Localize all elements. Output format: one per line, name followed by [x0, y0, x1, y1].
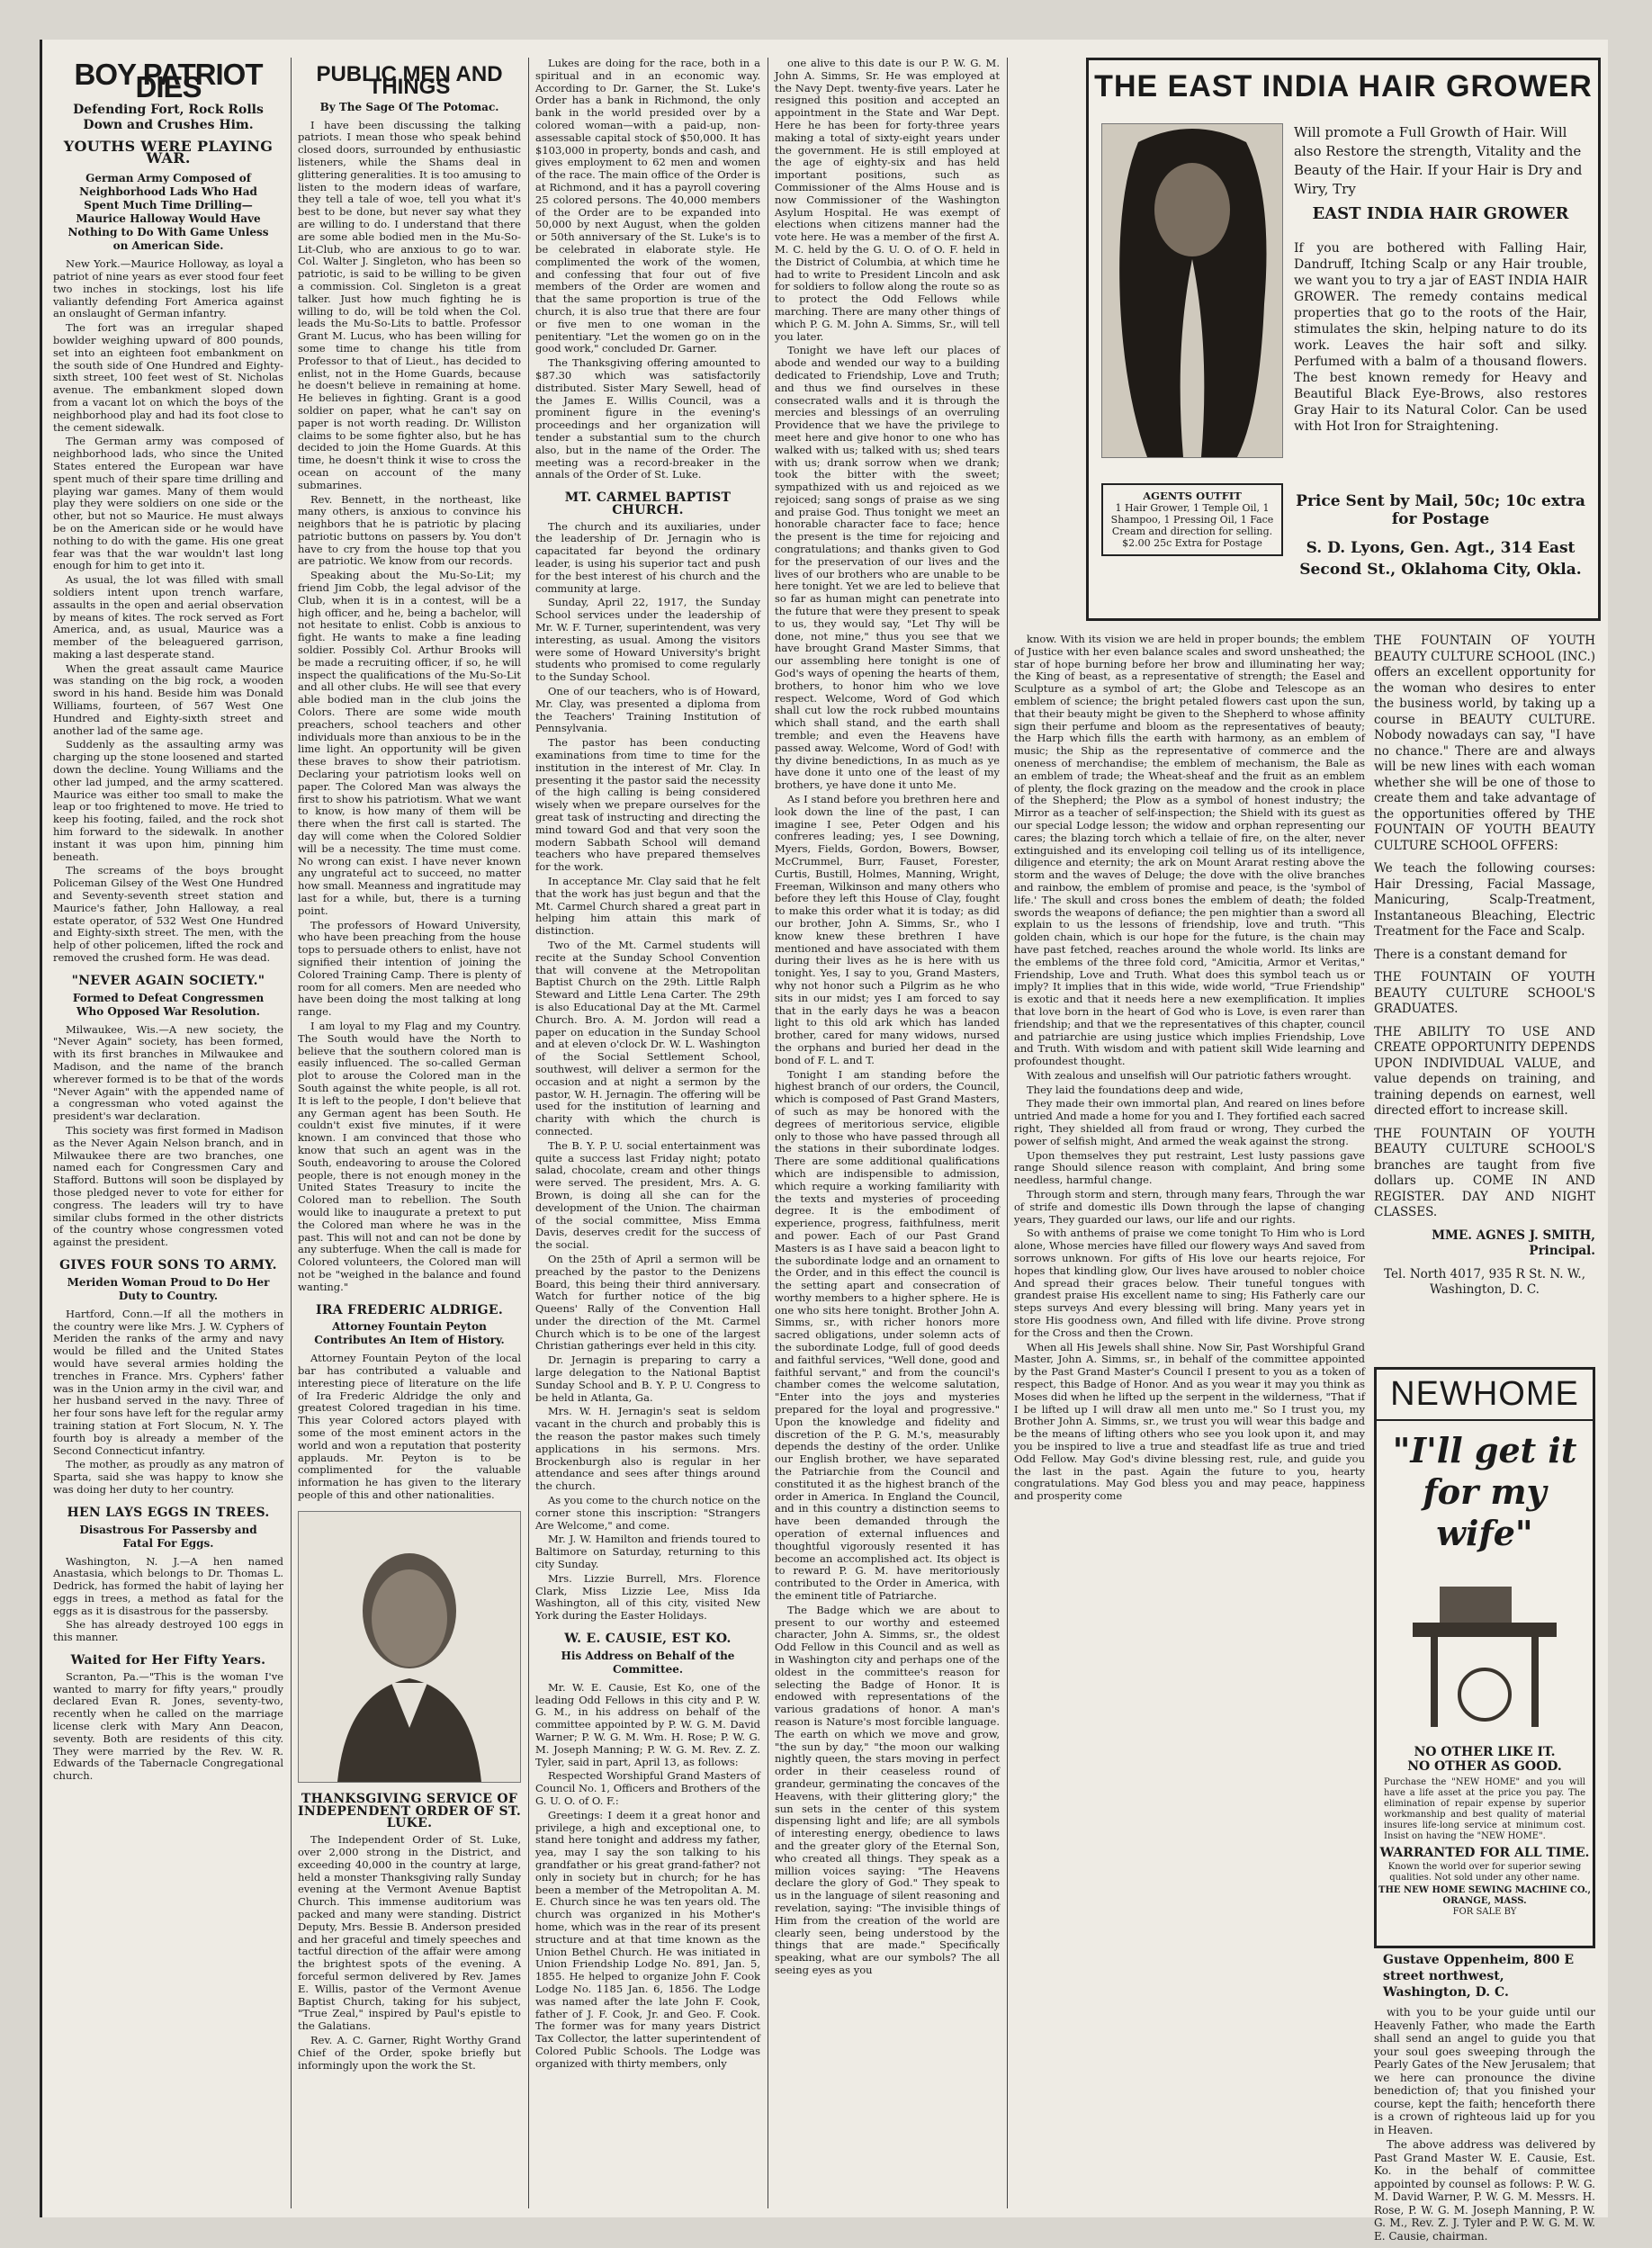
paragraph: know. With its vision we are held in proper bounds; the emblem of Justice with her even balance scales and sword unsheathed; the star of hope burning before her brow and illuminating her way; the King of beast, as a representative of strength; the Easel and Sculpture as a symbol of art; the Globe and Telescope as an emblem of science; the bright petaled flowers cast upon the sun, that their beauty might be given to the Shepherd to whose affinity sign their perfume and bloom as the representatives of beauty; the Harp which fills the earth with harmony, as an emblem of music; the Ship as the representative of commerce and the oneness of merchandise; the emblem of mechanism, the Bale as an emblem of trade; the Wheat-sheaf and the fruit as an emblem of plenty, the flock grazing on the meadow and the crook in place of the Shepherd; the Plow as a symbol of honest industry; the Mirror as a teacher of self-inspection; the Shield with its guest as our special Lodge lesson; the widow and orphan representing our cares; the blazing torch which a tellaie of fire, on the alter, never extinguished and its enveloping coil telling us of its intelligence, diligence and eternity; the ark on Mount Ararat resting above the storm and the waves of Deluge; the dove with the olive branches and rainbow, the emblem of promise and peace, is the 'symbol of life.' The skull and cross bones the emblem of death; the folded swords the weapons of defiance; the pen mightier than a sword all explain to us the lessons of friendship, love and truth. "This golden chain, which is our hope for the future, is the chain may have past fetched, reaches around the whole world. Its links are the emblems of the three fold cord, "Amicitia, Armor et Veritas," Friendship, Love and Truth. What does this symbol teach us or imply? It implies that in this wide, wide world, "True Friendship" is exotic and that it needs here a new exemplification. It implies that love born in the heart of God who is Love, is even rarer than friendship; and that we the representatives of this chapter, council and patriarchie are using justice which implies Friendship, Love and Truth. With wisdom and with patient skill Wide learning and profoundest thought. — [1014, 633, 1365, 1068]
paragraph: Mr. W. E. Causie, Est Ko, one of the leading Odd Fellows in this city and P. W. G. M., in his address on behalf of the committee appointed by P. W. G. M. David Warner; P. W. G. M. Wm. H. Rose; P. W. G. M. Joseph Manning; P. W. G. M. Rev. Z. Z. Tyler, said in part, April 13, as follows: — [535, 1680, 760, 1768]
paragraph: In acceptance Mr. Clay said that he felt that the work has just begun and that the Mt. Carmel Church shared a great part in helping him attain this mark of distinction. — [535, 875, 760, 938]
headline-aldrige: IRA FREDERIC ALDRIGE. — [315, 1302, 503, 1317]
paragraph: Dr. Jernagin is preparing to carry a large delegation to the National Baptist Sunday School and B. Y. P. U. Congress to be held in Atlanta, Ga. — [535, 1353, 760, 1404]
paragraph: When the great assault came Maurice was standing on the big rock, a wooden sword in his hand. Beside him was Donald Williams, fourteen, of 567 West One Hundred and Eighty-sixth street and another lad of the same age. — [53, 661, 283, 737]
outfit-details: 1 Hair Grower, 1 Temple Oil, 1 Shampoo, 1 Pressing Oil, 1 Face Cream and direction for selling. $2.00 25c Extra for Postage — [1110, 502, 1274, 549]
paragraph: Scranton, Pa.—"This is the woman I've wanted to marry for fifty years," proudly declared Evan R. Jones, seventy-two, recently when he called on the marriage license clerk with Mary Ann Deacon, seventy. Both are residents of this city. They were married by the Rev. W. R. Edwards of the Tabernacle Congregational church. — [53, 1669, 283, 1783]
paragraph: THE FOUNTAIN OF YOUTH BEAUTY CULTURE SCHOOL (INC.) offers an excellent opportunity for the woman who desires to enter the business world, by taking up a course in BEAUTY CULTURE. Nobody nowadays can say, "I have no chance." There are and always will be new lines with each woman whether she will be one of those to create them and take advantage of the opportunities offered by THE FOUNTAIN OF YOUTH BEAUTY CULTURE SCHOOL OFFERS: — [1374, 634, 1595, 853]
paragraph: The mother, as proudly as any matron of Sparta, said she was happy to know she was doing her duty to her country. — [53, 1458, 283, 1496]
verse: With zealous and unselfish will Our patriotic fathers wrought. — [1027, 1068, 1351, 1082]
column-5 — [1014, 634, 1365, 2208]
woman-portrait-illustration — [1101, 123, 1283, 458]
paragraph: with you to be your guide until our Heavenly Father, who made the Earth shall send an angel to guide you that your soul goes sweeping through the Pearly Gates of the New Jerusalem; that we here can pronounce the divine benediction of; that you finished your course, kept the faith; henceforth there is a crown of righteous laid up for you in Heaven. — [1374, 2006, 1595, 2136]
ad-new-home-sewing — [1374, 1367, 1595, 1948]
headline-hen-eggs: HEN LAYS EGGS IN TREES. — [67, 1505, 270, 1520]
paragraph: We teach the following courses: Hair Dressing, Facial Massage, Manicuring, Scalp-Treatment, Instantaneous Bleaching, Electric Treatment for the Face and Scalp. — [1374, 861, 1595, 939]
paragraph: Hartford, Conn.—If all the mothers in the country were like Mrs. J. W. Cyphers of Meriden the ranks of the army and navy would be filled and the United States would have several armies holding the trenches in France. Mrs. Cyphers' father was in the Union army in the civil war, and her husband served in the navy. Three of her four sons have left for the regular army training station at Fort Slocum, N. Y. The fourth boy is already a member of the Second Connecticut infantry. — [53, 1307, 283, 1457]
paragraph: The above address was delivered by Past Grand Master W. E. Causie, Est. Ko. in the behalf of committee appointed by counsel as follows: P. W. G. M. David Warner, P. W. G. M. Messrs. H. Rose, P. W. G. M. Joseph Manning, P. W. G. M., Rev. Z. J. Tyler and P. W. G. M. W. E. Causie, chairman. — [1374, 2138, 1595, 2243]
paragraph: Lukes are doing for the race, both in a spiritual and in an economic way. According to Dr. Garner, the St. Luke's Order has a bank in Richmond, the only bank in the world presided over by a colored woman—with a paid-up, non-assessable capital stock of $50,000. It has $103,000 in property, bonds and cash, and gives employment to 62 men and women of the race. The main office of the Order is at Richmond, and it has a payroll covering 25 colored persons. The 40,000 members of the Order are to be expanded into 50,000 by next August, when the golden or 50th anniversary of the St. Luke's is to be celebrated in elaborate style. He complimented the work of the women, and confessing that four out of five members of the Order are women and that the same proportion is true of the church, it is also true that there are four or five men to one woman in the penitentiary. "Let the women go on in the good work," concluded Dr. Garner. — [535, 57, 760, 355]
newspaper-page — [40, 40, 1608, 2243]
sewing-machine-illustration — [1386, 1560, 1584, 1740]
headline-boy-patriot: BOY PATRIOT DIES — [74, 58, 263, 103]
paragraph: As usual, the lot was filled with small soldiers intent upon trench warfare, assaults in the open and aerial observation by means of kites. The rock served as Fort America, and, as usual, Maurice was a member of the beleaguered garrison, making a last desperate stand. — [53, 573, 283, 661]
deck: Formed to Defeat Congressmen Who Opposed War Resolution. — [72, 991, 265, 1018]
ad-body: If you are bothered with Falling Hair, Dandruff, Itching Scalp or any Hair trouble, we want you to try a jar of EAST INDIA HAIR GROWER. The remedy contains medical properties that go to the roots of the Hair, stimulates the skin, helping nature to do its work. Leaves the hair soft and silky. Perfumed with a balm of a thousand flowers. The best known remedy for Heavy and Beautiful Black Eye-Brows, also restores Gray Hair to its Natural Color. Can be used with Hot Iron for Straightening. — [1294, 241, 1587, 434]
subhead-youths: YOUTHS WERE PLAYING WAR. — [63, 137, 274, 167]
paragraph: THE FOUNTAIN OF YOUTH BEAUTY CULTURE SCHOOL'S branches are taught from five dollars up. COME IN AND REGISTER. DAY AND NIGHT CLASSES. — [1374, 1126, 1595, 1219]
tagline: NO OTHER LIKE IT. — [1414, 1745, 1556, 1759]
paragraph: This society was first formed in Madison as the Never Again Nelson branch, and in Milwaukee there are two branches, one named each for Congressmen Cary and Stafford. Buttons will soon be displayed by those pledged never to vote for either for congress. The leaders will try to have similar clubs formed in the other districts of the country whose congressmen voted against the president. — [53, 1123, 283, 1249]
portrait-drawing — [299, 1512, 520, 1782]
paragraph: Speaking about the Mu-So-Lit; my friend Jim Cobb, the legal advisor of the Club, when it is in a contest, will be a high officer, and he, being a bachelor, will not hesitate to enlist. Cobb is anxious to fight. He wants to make a fine leading soldier. Possibly Col. Arthur Brooks will be made a recruiting officer, if so, he will inspect the qualifications of the Mu-So-Lit and all other clubs. He will see that every able bodied man in the club joins the Colors. There are some wide mouth preachers, school teachers and other individuals more than anxious to be in the lime light. An opportunity will be given these braves to show their patriotism. Declaring your patriotism looks well on paper. The Colored Man was always the first to show his patriotism. What we want to know, is how many of them will be there when the first call is started. The day will come when the Colored Soldier will be a necessity. The time must come. No wrong can exist. I have never known any ungrateful act to succeed, no matter how small. Meanness and ingratitude may last for a while, but, there is a turning point. — [298, 569, 521, 917]
ad-product-name: EAST INDIA HAIR GROWER — [1312, 204, 1569, 223]
dealer-address: Gustave Oppenheim, 800 E street northwest, Washington, D. C. — [1383, 1953, 1575, 2000]
ad-title: THE EAST INDIA HAIR GROWER — [1094, 69, 1593, 103]
headline-public-men: PUBLIC MEN AND THINGS — [316, 62, 503, 99]
paragraph: I have been discussing the talking patriots. I mean those who speak behind closed doors, surrounded by enthusiastic listeners, while the Shams deal in glittering generalities. It is too amusing to listen to the modern ideas of warfare, they tell a tale of woe, tell you what it's best to be done, but never say what they are willing to do. I understand that there are some able bodied men in the Mu-So-Lit-Club, who are anxious to go to war. Col. Walter J. Singleton, who has been so patriotic, is said to be willing to be given a commission. Col. Singleton is a great talker. Just how much fighting he is willing to do, will be told when the Col. leads the Mu-So-Lits to battle. Professor Grant M. Lucus, who has been willing for some time to change his title from Professor to that of Lieut., has decided to enlist, not in the Home Guards, because he doesn't believe in remaining at home. He believes in fighting. Grant is a good soldier on paper, what he can't say on paper is not worth reading. Dr. Williston claims to be some fighter also, but he has decided to join the Home Guards. At this time, he doesn't think it wise to cross the ocean on account of the many submarines. — [298, 118, 521, 491]
column-rule — [528, 58, 529, 2208]
byline: By The Sage Of The Potomac. — [319, 100, 499, 113]
column-rule — [1007, 58, 1008, 2208]
paragraph: The Thanksgiving offering amounted to $87.30 which was satisfactorily distributed. Sister Mary Sewell, head of the James E. Willis Council, was a prominent figure in the evening's proceedings and her organization will tender a substantial sum to the church also, but in the name of the Order. The meeting was a record-breaker in the annals of the Order of St. Luke. — [535, 356, 760, 481]
paragraph: Suddenly as the assaulting army was charging up the stone loosened and started down the decline. Young Williams and the other lad jumped, and the army scattered. Maurice was either too small to make the leap or too frightened to move. He tried to keep his footing, failed, and the rock shot him forward to the sidewalk. In another instant it was upon him, pinning him beneath. — [53, 738, 283, 863]
paragraph: Washington, N. J.—A hen named Anastasia, which belongs to Dr. Thomas L. Dedrick, has formed the habit of laying her eggs in trees, a method as fatal for the eggs as it is disastrous for the passersby. — [53, 1554, 283, 1617]
ad-fine-print: Purchase the "NEW HOME" and you will have a life asset at the price you pay. The elimination of repair expense by superior workmanship and best quality of material insures life-long service at minimum cost. Insist on having the "NEW HOME". — [1384, 1777, 1585, 1841]
deck: Attorney Fountain Peyton Contributes An Item of History. — [314, 1320, 505, 1347]
principal-name: MME. AGNES J. SMITH, Principal. — [1432, 1227, 1595, 1258]
ad-east-india-hair-grower — [1086, 58, 1601, 621]
paragraph: The church and its auxiliaries, under the leadership of Dr. Jernagin who is capacitated far beyond the ordinary leader, is using his superior tact and push for the best interest of his church and the community at large. — [535, 519, 760, 595]
verse: Through storm and stern, through many fears, Through the war of strife and domestic ills Down through the lapse of changing years, They guarded our laws, our life and our rights. — [1014, 1188, 1365, 1226]
paragraph: As you come to the church notice on the corner stone this inscription: "Strangers Are Welcome," and come. — [535, 1494, 760, 1532]
column-rule — [291, 58, 292, 2208]
agent-address: S. D. Lyons, Gen. Agt., 314 East Second St., Oklahoma City, Okla. — [1299, 539, 1582, 579]
column-3 — [535, 58, 760, 2208]
headline-causie: W. E. CAUSIE, EST KO. — [564, 1632, 732, 1647]
company-name: THE NEW HOME SEWING MACHINE CO., ORANGE, MASS. — [1378, 1885, 1591, 1906]
paragraph: The German army was composed of neighborhood lads, who since the United States entered the European war have spent much of their spare time drilling and playing war games. Many of them would play they were soldiers on one side or the other, but not so Maurice. He must always be on the American side or he would have nothing to do with the game. His one great fear was that the war wouldn't last long enough for him to get into it. — [53, 435, 283, 572]
deck: German Army Composed of Neighborhood Lads Who Had Spent Much Time Drilling—Maurice Halloway Would Have Nothing to Do With Game Unless on American Side. — [67, 172, 269, 253]
paragraph: Mrs. W. H. Jernagin's seat is seldom vacant in the church and probably this is the reason the pastor makes such timely applications in his sermons. Mrs. Brockenburgh also is regular in her attendance and sees after things around the church. — [535, 1405, 760, 1493]
verse: So with anthems of praise we come tonight To Him who is Lord alone, Whose mercies have filled our flowery ways And saved from sorrows unknown. For gifts of His love our hearts rejoice, For hopes that kindling glow, Our lives have aroused to nobler choice And spread their graces below. Their tuneful tongues with grandest praise His excellent name to sing; His Fatherly care our steps surveys And every blessing will bring. Many years yet in store His goodness own, And filled with life divine. Prove strong for the Cross and then the Crown. — [1014, 1227, 1365, 1339]
paragraph: There is a constant demand for — [1374, 947, 1567, 962]
deck: Disastrous For Passersby and Fatal For Eggs. — [79, 1523, 257, 1550]
paragraph: The Independent Order of St. Luke, over 2,000 strong in the District, and exceeding 40,000 in the country at large, held a monster Thanksgiving rally Sunday evening at the Vermont Avenue Baptist Church. This immense auditorium was packed and many were standing. District Deputy, Mrs. Bessie B. Anderson presided and her graceful and timely speeches and tactful direction of the affair were among the brightest spots of the evening. A forceful sermon delivered by Rev. James E. Willis, pastor of the Vermont Avenue Baptist Church, taking for his subject, "True Zeal," inspired by Paul's epistle to the Galatians. — [298, 1833, 521, 2033]
paragraph: I am loyal to my Flag and my Country. The South would have the North to believe that the southern colored man is easily influenced. The so-called German plot to arouse the Colored man in the South against the white people, is all rot. It is left to the people, I don't believe that any German agent has been South. He couldn't exist five minutes, if it were known. I am convinced that those who know that such an agent was in the South, endeavoring to arouse the Colored people, there is not enough money in the United States Treasury to incite the Colored man to rebellion. The South would like to inaugurate a pretext to put the Colored man where he was in the past. This will not and can not be done by any subterfuge. When the call is made for Colored volunteers, the Colored man will not be "weighed in the balance and found wanting." — [298, 1019, 521, 1293]
headline-fifty-years: Waited for Her Fifty Years. — [70, 1653, 266, 1668]
verse: Upon themselves they put restraint, Lest lusty passions gave range Should silence reason with complaint, And bring some needless, harmful change. — [1014, 1148, 1365, 1187]
column-6 — [1374, 2006, 1595, 2243]
paragraph: The screams of the boys brought Policeman Gilsey of the West One Hundred and Seventy-seventh street station and Maurice's father, John Halloway, a real estate operator, of 532 West One Hundred and Eighty-sixth street. The men, with the help of other policemen, lifted the rock and removed the crushed form. He was dead. — [53, 864, 283, 965]
ad-slogan: "I'll get it for my wife" — [1392, 1430, 1577, 1553]
portrait-drawing — [1102, 124, 1282, 457]
column-1 — [53, 58, 283, 2208]
warranty: WARRANTED FOR ALL TIME. — [1379, 1846, 1590, 1860]
paragraph: THE FOUNTAIN OF YOUTH BEAUTY CULTURE SCHOOL'S GRADUATES. — [1374, 970, 1595, 1016]
deck: Meriden Woman Proud to Do Her Duty to Country. — [67, 1275, 270, 1302]
paragraph: The fort was an irregular shaped bowlder weighing upward of 800 pounds, set into an eighteen foot embankment on the south side of One Hundred and Eighty-sixth street, 100 feet west of St. Nicholas avenue. The embankment sloped down from a vacant lot on which the boys of the neighborhood play and had its foot close to the cement sidewalk. — [53, 321, 283, 434]
paragraph: one alive to this date is our P. W. G. M. John A. Simms, Sr. He was employed at the Navy Dept. twenty-five years. Later he resigned this position and accepted an appointment in the State and War Dept. Here he has been for forty-three years making a total of sixty-eight years under the government. He is still employed at the age of eighty-six and has held important positions, such as Commissioner of the Alms House and is now Commissioner of the Washington Asylum Hospital. He was exempt of elections when citizens manner had the vote here. He was a member of the first A. M. C. held by the G. U. O. of O. F. held in the District of Columbia, at which time he had to write to President Lincoln and ask for soldiers to follow along the route so as to protect the Odd Fellows while marching. There are many other things of which P. G. M. John A. Simms, Sr., will tell you later. — [775, 57, 1000, 343]
paragraph: The pastor has been conducting examinations from time to time for the institution in the interest of Mr. Clay. In presenting it the pastor said the necessity of the high calling is being considered wisely when we prepare ourselves for the great task of instructing and directing the mind toward God and that very soon the modern Sabbath School will demand teachers who have prepared themselves for the work. — [535, 736, 760, 874]
headline-four-sons: GIVES FOUR SONS TO ARMY. — [59, 1257, 277, 1272]
story-boy-patriot — [53, 258, 283, 965]
paragraph: The Badge which we are about to present to our worthy and esteemed character, John A. Simms, sr., the oldest Odd Fellow in this Council and as well as in Washington city and perhaps one of the oldest in the committee's reason for selecting the Badge of Honor. It is endowed with representations of the various gradations of honor. A man's reason is Nature's most forcible language. The earth on which we move and grow, "the sun by day," "the moon our walking nightly queen, the stars moving in perfect order in their ceaseless round of grandeur, germinating the concaves of the Heavens, with their glittering glory;" the sun sets in the center of this system dispensing light and life; are all symbols of interesting energy, obedience to laws and the greater glory of the Eternal Son, who created all things. They speak as a million voices saying: "The Heavens declare the glory of God." They speak to us in the language of silent reasoning and revelation, saying: "The invisible things of Him from the creation of the world are clearly seen, being understood by the things that are made." Specifically speaking, what are our symbols? The all seeing eyes as you — [775, 1603, 1000, 1976]
paragraph: The B. Y. P. U. social entertainment was quite a success last Friday night; potato salad, chocolate, cream and other things were served. The president, Mrs. A. G. Brown, is doing all she can for the development of the Union. The chairman of the social committee, Miss Emma Davis, deserves credit for the success of the social. — [535, 1138, 760, 1252]
tagline: NO OTHER AS GOOD. — [1407, 1759, 1562, 1774]
ad-price: Price Sent by Mail, 50c; 10c extra for Postage — [1296, 492, 1585, 528]
paragraph: Milwaukee, Wis.—A new society, the "Never Again" society, has been formed, with its first branches in Milwaukee and Madison, and the name of the branch wherever formed is to be that of the words "Never Again" with the appended name of a congressman who voted against the president's war declaration. — [53, 1022, 283, 1123]
ad-title: NEWHOME — [1377, 1370, 1593, 1421]
agents-outfit-box — [1101, 483, 1283, 556]
school-address: Tel. North 4017, 935 R St. N. W., Washington, D. C. — [1384, 1266, 1585, 1297]
paragraph: Mr. J. W. Hamilton and friends toured to Baltimore on Saturday, returning to this city Sunday. — [535, 1533, 760, 1571]
paragraph: As I stand before you brethren here and look down the line of the past, I can imagine I see, Peter Odgen and his confreres leading; yes, I see Downing, Myers, Fields, Gordon, Bowers, Bowser, McCrummel, Burr, Fauset, Forester, Curtis, Bustill, Holmes, Manning, Wright, Freeman, Wilkinson and many others who before they left this House of Clay, fought to make this order what it is today; as did our brother, John A. Simms, Sr., who I know knew these brethren I have mentioned and have associated with them during their lives as he is here with us tonight. Yes, I say to you, Grand Masters, why not honor such a Pilgrim as he who sits in our midst; yes I am forced to say that in the early days he was a beacon light to this old ark which has landed brother, cared for many widows, nursed the orphans and buried her dead in the bond of F. L. and T. — [775, 793, 1000, 1066]
paragraph: Attorney Fountain Peyton of the local bar has contributed a valuable and interesting piece of literature on the life of Ira Frederic Aldridge the only and greatest Colored tragedian in his time. This year Colored actors played with some of the most eminent actors in the world and won a reputation that posterity applauds. Mr. Peyton is to be complimented for the valuable information he has given to the literary people of this and other nationalities. — [298, 1352, 521, 1502]
paragraph: THE ABILITY TO USE AND CREATE OPPORTUNITY DEPENDS UPON INDIVIDUAL VALUE, and value depends on training, and training depends on earnest, well directed effort to increase skill. — [1374, 1024, 1595, 1118]
paragraph: Sunday, April 22, 1917, the Sunday School services under the leadership of Mr. W. F. Turner, superintendent, was very interesting, as usual. Among the visitors were some of Howard University's bright students who promised to come regularly to the Sunday School. — [535, 596, 760, 684]
paragraph: One of our teachers, who is of Howard, Mr. Clay, was presented a diploma from the Teachers' Training Institution of Pennsylvania. — [535, 685, 760, 735]
verse: They made their own immortal plan, And reared on lines before untried And made a home for you and I. They fortified each sacred right, They shielded all from fraud or wrong, They curbed the power of selfish might, And armed the weak against the strong. — [1014, 1097, 1365, 1147]
column-2 — [298, 58, 521, 2208]
paragraph: Greetings: I deem it a great honor and privilege, a high and exceptional one, to stand here tonight and address my father, yea, may I say the son talking to his grandfather or his great grand-father? not only in society but in church; for he has been a member of the Metropolitan A. M. E. Church since he was ten years old. The church was organized in his Mother's home, which was in the rear of its present structure and at that time known as the Union Bethel Church. He was initiated in Union Friendship Lodge No. 891, Jan. 5, 1855. He helped to organize John F. Cook Lodge No. 1185 Jan. 6, 1856. The Lodge was named after the late John F. Cook, father of J. F. Cook, Jr. and Geo. F. Cook. The former was for many years District Tax Collector, the latter superintendent of Colored Public Schools. The Lodge was organized with thirty members, only — [535, 1808, 760, 2070]
column-4 — [775, 58, 1000, 2208]
paragraph: She has already destroyed 100 eggs in this manner. — [53, 1618, 283, 1644]
paragraph: Respected Worshipful Grand Masters of Council No. 1, Officers and Brothers of the G. U. O. of O. F.: — [535, 1769, 760, 1807]
headline-never-again: "NEVER AGAIN SOCIETY." — [71, 973, 265, 988]
paragraph: The professors of Howard University, who have been preaching from the house tops to persuade others to enlist, have not signified their intention of joining the Colored Training Camp. There is plenty of room for all comers. Men are needed who have been doing the most talking at long range. — [298, 918, 521, 1019]
portrait-illustration — [298, 1511, 521, 1783]
paragraph: Mrs. Lizzie Burrell, Mrs. Florence Clark, Miss Lizzie Lee, Miss Ida Washington, all of this city, visited New York during the Easter Holidays. — [535, 1571, 760, 1623]
paragraph: Tonight I am standing before the highest branch of our orders, the Council, which is composed of Past Grand Masters, of such as may be honored with the degrees of meritorious service, eligible only to those who have passed through all the stations in their subordinate lodges. There are some additional qualifications which are indispensible to admission, which require a working familiarity with the texts and mysteries of proceeding degree. It is the embodiment of experience, progress, faithfulness, merit and power. Each of our Past Grand Masters is as I have said a beacon light to the subordinate lodge and an ornament to the Order, and in this effect the council is the setting apart and consecration of worthy members to a higher sphere. He is one who sits here tonight. Brother John A. Simms, sr., with richer honors more sacred obligations, under solemn acts of the subordinate Lodge, full of good deeds and faithful services, "Well done, good and faithful servant," and from the council's chamber comes the welcome salutation, "Enter into the joys and mysteries prepared for the loyal and progressive." Upon the knowledge and fidelity and discretion of the P. G. M.'s, measurably depends the destiny of the order. Unlike our English brother, we have separated the Patriarchie from the Council and constituted it as the highest branch of the order in America. In England the Council, and in this country a distinction seems to have been demanded through the operation of external influences and thoughtful vigorously resented it has become an accomplished act. Its object is to reward P. G. M. have meritoriously contributed to the Order in America, with the eminent title of Patriarche. — [775, 1067, 1000, 1603]
outfit-title: AGENTS OUTFIT — [1143, 490, 1242, 502]
paragraph: Rev. Bennett, in the northeast, like many others, is anxious to convince his neighbors that he is patriotic by placing patriotic buttons on passers by. You don't have to cry from the house top that you are patriotic. We know from our records. — [298, 492, 521, 568]
paragraph: Two of the Mt. Carmel students will recite at the Sunday School Convention that will convene at the Metropolitan Baptist Church on the 29th. Little Ralph Steward and Little Lena Carter. The 29th is also Educational Day at the Mt. Carmel Church. Bro. A. M. Jordon will read a paper on education in the Sunday School and at eleven o'clock Dr. W. L. Washington of the Social Settlement School, southwest, will deliver a sermon for the occasion and at night a sermon by the pastor, W. H. Jernagin. The offering will be used for the institution of learning and charity with which the church is connected. — [535, 938, 760, 1137]
ad-intro: Will promote a Full Growth of Hair. Will also Restore the strength, Vitality and the Beauty of the Hair. If your Hair is Dry and Wiry, Try — [1294, 124, 1583, 197]
paragraph: New York.—Maurice Holloway, as loyal a patriot of nine years as ever stood four feet two inches in stockings, lost his life valiantly defending Fort America against an onslaught of German infantry. — [53, 257, 283, 320]
for-sale-by: FOR SALE BY — [1452, 1907, 1517, 1917]
ad-fountain-of-youth — [1374, 634, 1595, 1353]
deck: His Address on Behalf of the Committee. — [561, 1649, 735, 1676]
headline-mt-carmel: MT. CARMEL BAPTIST CHURCH. — [564, 490, 732, 517]
ad-fine-print: Known the world over for superior sewing qualities. Not sold under any other name. — [1387, 1862, 1582, 1883]
headline-thanksgiving: THANKSGIVING SERVICE OF INDEPENDENT ORDER OF ST. LUKE. — [298, 1791, 522, 1831]
paragraph: When all His Jewels shall shine. Now Sir, Past Worshipful Grand Master, John A. Simms, sr., in behalf of the committee appointed by the Past Grand Master's Council I present to you as a token of respect, this Badge of Honor. And as you wear it may you think as Moses did when he lifted up the serpent in the wilderness, "That if I be lifted up I will draw all men unto me." So I trust you, my Brother John A. Simms, sr., we trust you will wear this badge and be the means of lifting others who see you look upon it, and may you be inspired to live a true and steadfast life as true and tried Odd Fellow. May God's divine blessing rest, rule, and guide you the last in the past. Again the future to you, hearty congratulations. May God bless you and may peace, happiness and prosperity come — [1014, 1340, 1365, 1503]
verse: They laid the foundations deep and wide, — [1027, 1083, 1243, 1096]
paragraph: Tonight we have left our places of abode and wended our way to a building dedicated to Friendship, Love and Truth; and thus we find ourselves in these consecrated walls and it is through the mercies and blessings of an overruling Providence that we have the privilege to meet here and give honor to one who has walked with us; talked with us; shed tears with us; drank sorrow when we drank; took the bitter with the sweet; sympathized with us and rejoiced as we rejoiced; sang songs of praise as we sing and praise God. Thus tonight we meet an honorable character face to face; hence the present is the time for rejoicing and congratulations; and thanks given to God for the preservation of our lives and the lives of our brothers who are unable to be here tonight. Yet we are led to believe that so far as human might can penetrate into the future that were they present to speak to us, they would say, "Let Thy will be done, not mine," thus you see that we have brought Grand Master Simms, that our assembling here tonight is one of God's ways of opening the hearts of them, brothers, to honor him who we love respect. Welcome, Word of God which shall cut low the rock rubbed mountains which shall stand, and the earth shall tremble; and even the Heavens have passed away. Welcome, Word of God! with thy divine benedictions, In as much as ye have done it unto one of the least of my brothers, ye have done it unto Me. — [775, 344, 1000, 792]
subhead: Defending Fort, Rock Rolls Down and Crushes Him. — [73, 102, 264, 132]
paragraph: Rev. A. C. Garner, Right Worthy Grand Chief of the Order, spoke briefly but informingly upon the work the St. — [298, 2034, 521, 2072]
paragraph: On the 25th of April a sermon will be preached by the pastor to the Denizens Board, this being their third anniversary. Watch for further notice of the big Queens' Rally of the Convention Hall under the direction of the Mt. Carmel Church which is to be one of the largest Christian gatherings ever held in this city. — [535, 1252, 760, 1353]
